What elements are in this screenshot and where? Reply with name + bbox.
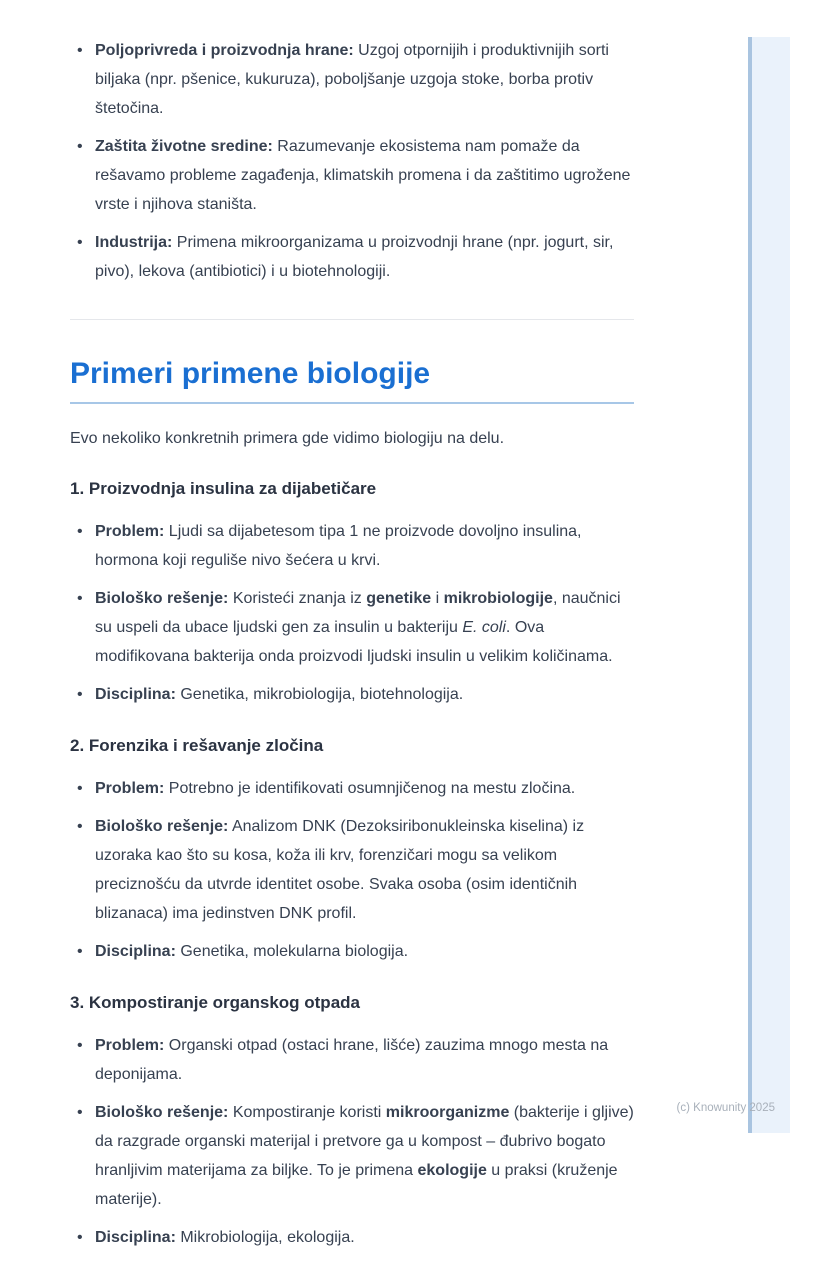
bold-text: Industrija: [95, 234, 173, 251]
section-intro-text: Evo nekoliko konkretnih primera gde vidimo biologiju na delu. [70, 430, 505, 447]
document-page [70, 0, 634, 1261]
bold-text: mikrobiologije [443, 590, 553, 607]
bold-text: Disciplina: [95, 686, 176, 703]
list-item [70, 680, 634, 709]
text-segment: Uzgoj otpornijih i produktivnijih sorti biljaka (npr. pšenice, kukuruza), poboljšanje uzgoja stoke, borba protiv štetočina. [95, 42, 609, 117]
text-segment: Analizom DNK (Dezoksiribonukleinska kiselina) iz uzoraka kao što su kosa, koža ili krv, forenzičari mogu sa velikom preciznošću da utvrde identitet osobe. Svaka osoba (osim identičnih blizanaca) ima jedinstven DNK profil. [95, 818, 585, 922]
bold-text: Zaštita životne sredine: [95, 138, 273, 155]
text-segment: Organski otpad (ostaci hrane, lišće) zauzima mnogo mesta na deponijama. [95, 1037, 609, 1083]
list-item [70, 1031, 634, 1089]
text-segment: Potrebno je identifikovati osumnjičenog na mestu zločina. [164, 780, 576, 797]
list-item [70, 584, 634, 671]
bold-text: Biološko rešenje: [95, 818, 229, 835]
page-title: Primeri primene biologije [70, 357, 634, 404]
list-item [70, 517, 634, 575]
bold-text: Disciplina: [95, 1229, 176, 1246]
bold-text: Poljoprivreda i proizvodnja hrane: [95, 42, 354, 59]
bold-text: Problem: [95, 780, 165, 797]
text-segment: Primena mikroorganizama u proizvodnji hrane (npr. jogurt, sir, pivo), lekova (antibiotici) i u biotehnologiji. [95, 234, 614, 280]
bold-text: Problem: [95, 523, 165, 540]
text-segment: Mikrobiologija, ekologija. [175, 1229, 355, 1246]
text-segment: Koristeći znanja iz [228, 590, 367, 607]
bold-text: Biološko rešenje: [95, 590, 229, 607]
text-segment: Ljudi sa dijabetesom tipa 1 ne proizvode dovoljno insulina, hormona koji reguliše nivo šećera u krvi. [95, 523, 582, 569]
list-item [70, 1098, 634, 1214]
example-heading: 2. Forenzika i rešavanje zločina [70, 736, 324, 755]
list-item [70, 937, 634, 966]
example-bullet-list [70, 774, 634, 966]
text-segment: . Ova modifikovana bakterija onda proizvodi ljudski insulin u velikim količinama. [95, 619, 613, 665]
list-item [70, 812, 634, 928]
intro-bullet-list [70, 36, 634, 286]
list-item [70, 132, 634, 219]
bold-text: ekologije [417, 1162, 487, 1179]
list-item [70, 36, 634, 123]
text-segment: Kompostiranje koristi [228, 1104, 386, 1121]
text-segment: Genetika, mikrobiologija, biotehnologija. [175, 686, 464, 703]
text-segment: u praksi (kruženje materije). [95, 1162, 618, 1208]
bold-text: Problem: [95, 1037, 165, 1054]
example-heading: 1. Proizvodnja insulina za dijabetičare [70, 479, 377, 498]
italic-text: E. coli [462, 619, 506, 636]
examples-container [70, 478, 634, 1252]
page-edge-decoration [748, 37, 790, 1133]
list-item [70, 228, 634, 286]
example-bullet-list [70, 1031, 634, 1252]
text-segment: Genetika, molekularna biologija. [175, 943, 409, 960]
bold-text: Biološko rešenje: [95, 1104, 229, 1121]
list-item [70, 1223, 634, 1252]
text-segment: Razumevanje ekosistema nam pomaže da rešavamo probleme zagađenja, klimatskih promena i da zaštitimo ugrožene vrste i njihova staništa. [95, 138, 631, 213]
example-heading: 3. Kompostiranje organskog otpada [70, 993, 360, 1012]
bold-text: genetike [366, 590, 432, 607]
list-item [70, 774, 634, 803]
section-divider [70, 319, 634, 320]
text-segment: , naučnici su uspeli da ubace ljudski gen za insulin u bakteriju [95, 590, 621, 636]
bold-text: Disciplina: [95, 943, 176, 960]
footer-copyright: (c) Knowunity 2025 [676, 1102, 775, 1114]
text-segment: i [431, 590, 444, 607]
example-bullet-list [70, 517, 634, 709]
bold-text: mikroorganizme [385, 1104, 510, 1121]
text-segment: (bakterije i gljive) da razgrade organski materijal i pretvore ga u kompost – đubrivo bogato hranljivim materijama za biljke. To je primena [95, 1104, 634, 1179]
